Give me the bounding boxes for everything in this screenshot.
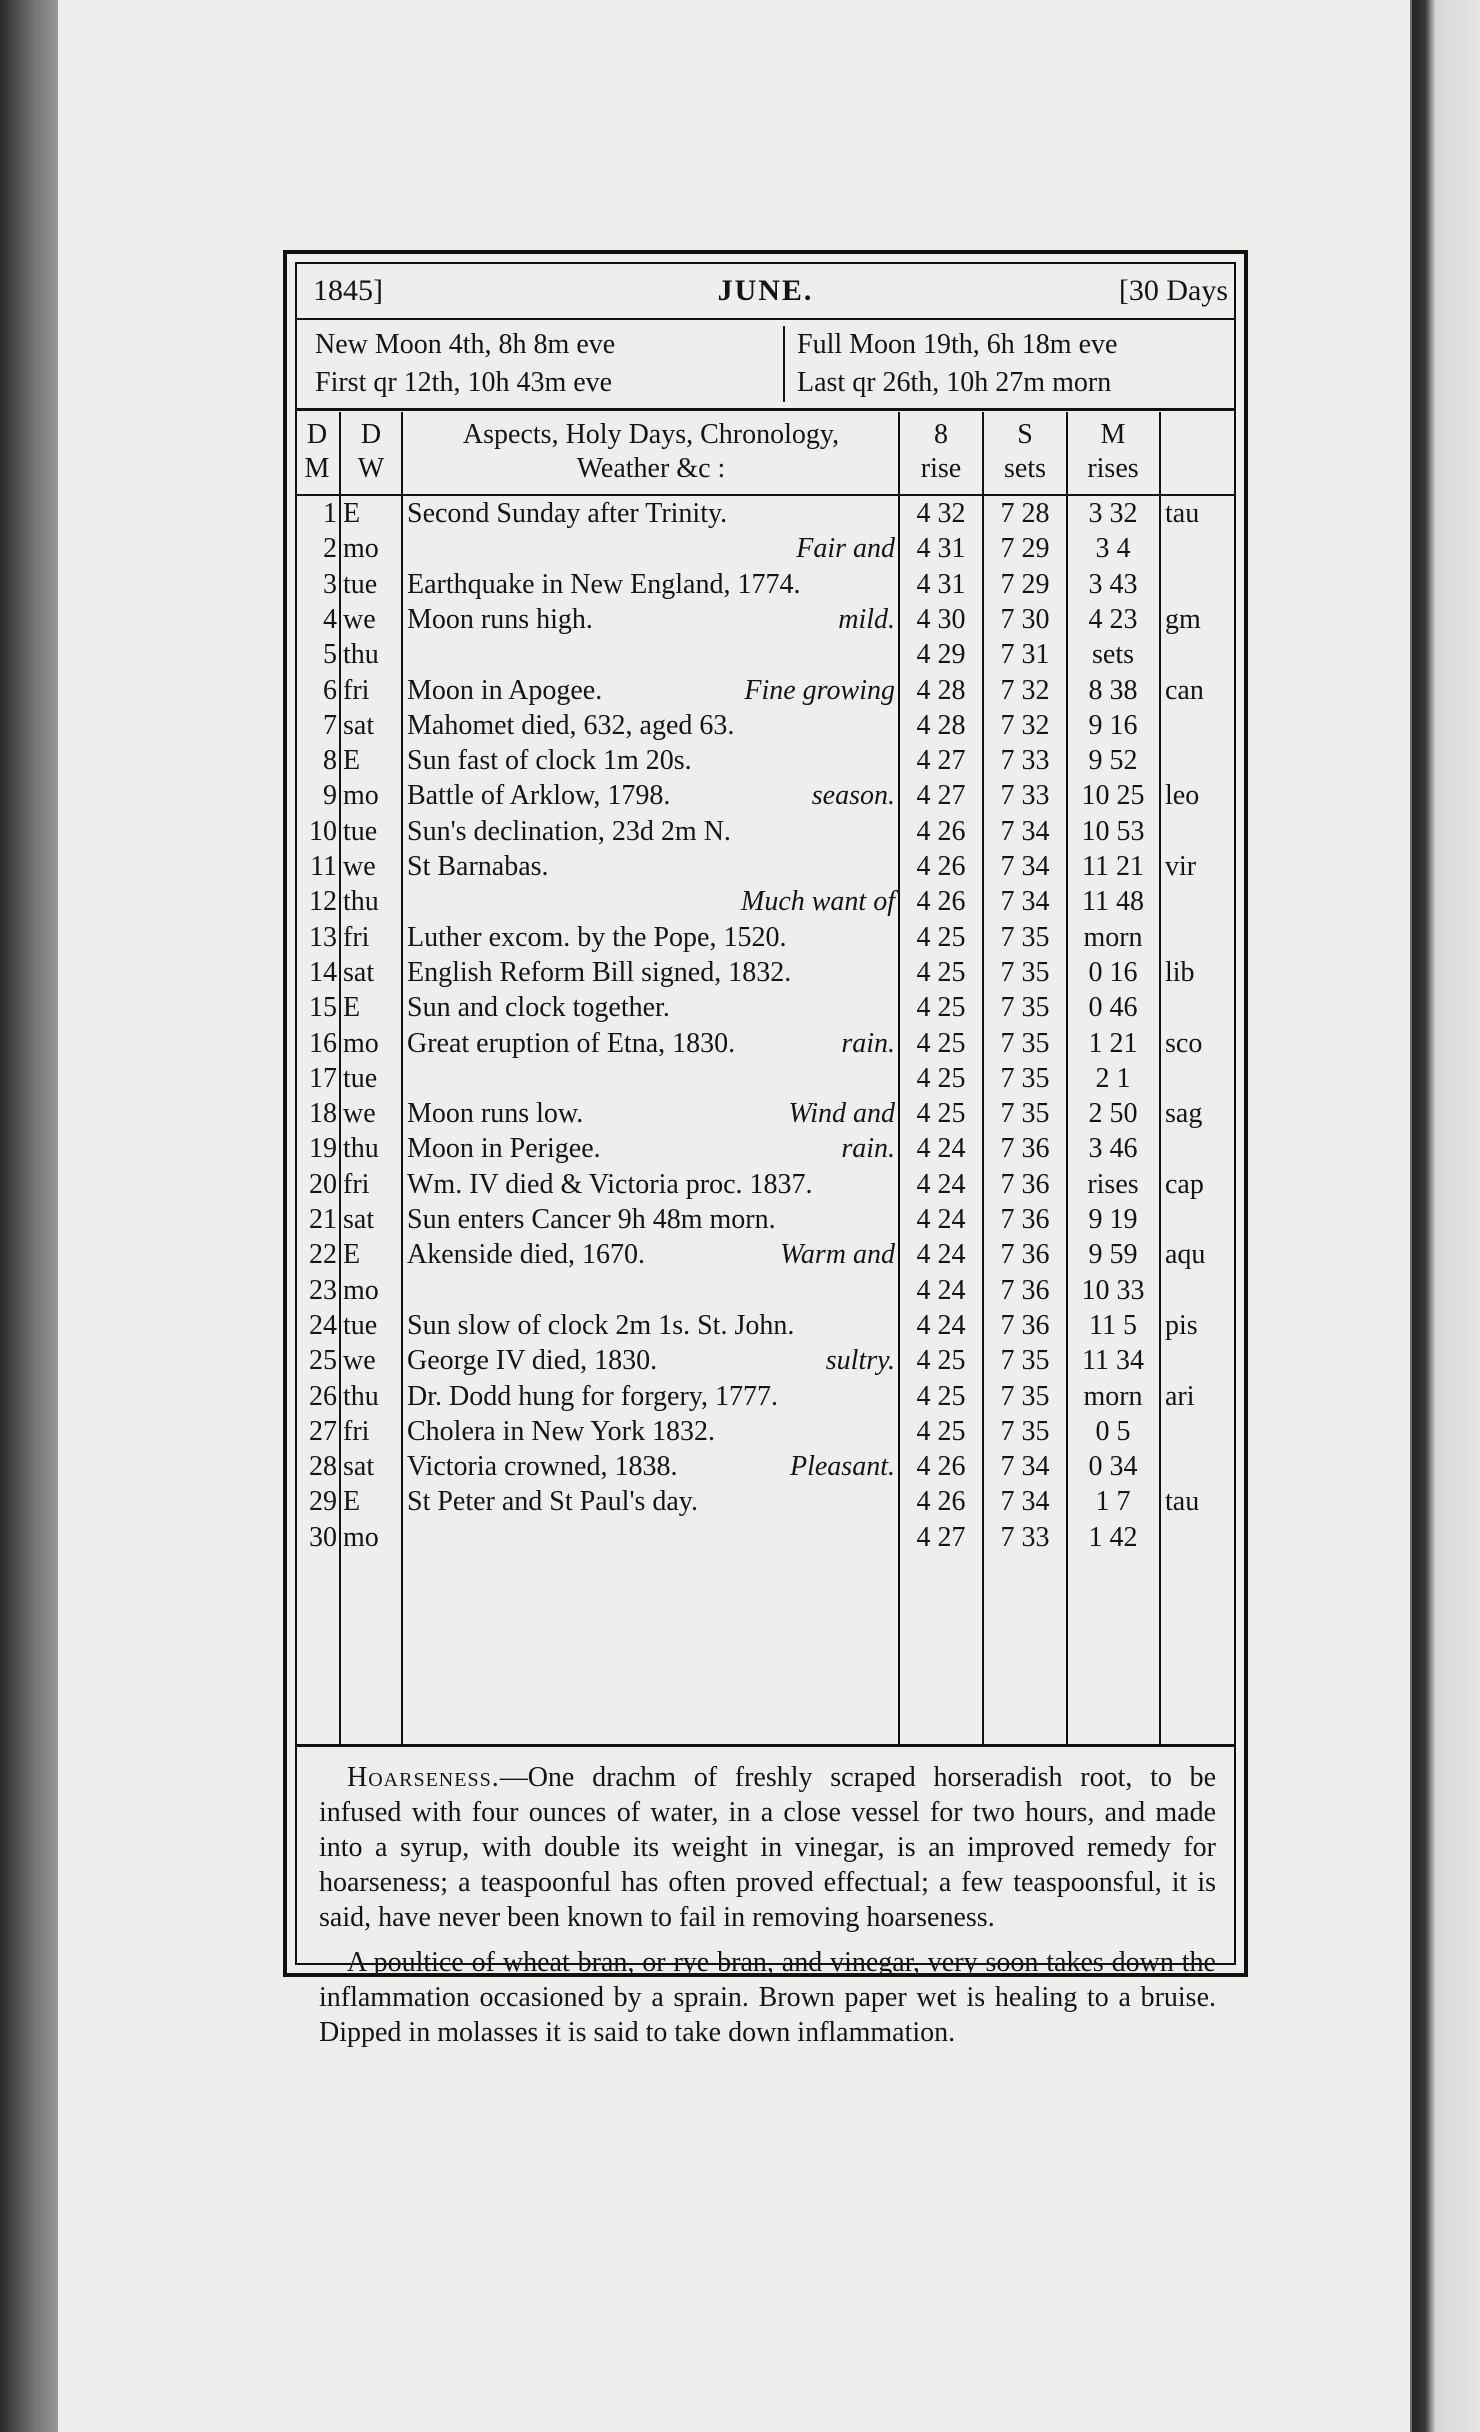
sun-sets: 7 36 — [1000, 1168, 1050, 1200]
sun-sets: 7 29 — [1000, 568, 1050, 600]
moon-rises: 10 25 — [1081, 780, 1145, 812]
calendar-row — [297, 1096, 1234, 1131]
moon-divider — [783, 326, 785, 402]
zodiac-sign: lib — [1165, 956, 1195, 988]
sun-rise: 4 24 — [916, 1204, 966, 1235]
first-quarter: First qr 12th, 10h 43m eve — [315, 367, 613, 398]
sun-rise: 4 25 — [916, 992, 966, 1024]
col-moon-rises — [1069, 418, 1157, 486]
sun-rise: 4 25 — [916, 1345, 966, 1377]
zodiac-sign: sco — [1165, 1027, 1203, 1059]
moon-rises: 9 52 — [1088, 745, 1138, 777]
aspect-text: Battle of Arklow, 1798. — [407, 780, 671, 812]
sun-sets: 7 32 — [1000, 674, 1050, 706]
calendar-row — [297, 1026, 1234, 1061]
sun-sets: 7 33 — [1000, 745, 1050, 777]
day-of-month: 12 — [309, 886, 337, 918]
aspect-text: Victoria crowned, 1838. — [407, 1451, 678, 1483]
day-of-month: 10 — [309, 815, 337, 847]
year-label: 1845] — [313, 274, 383, 307]
moon-rises: 1 21 — [1088, 1027, 1138, 1059]
weather-text: Wind and — [788, 1098, 895, 1130]
aspect-text: George IV died, 1830. — [407, 1345, 658, 1377]
col-sun-rise — [902, 418, 980, 486]
sun-rise: 4 27 — [916, 780, 966, 812]
sun-rise: 4 25 — [916, 1380, 966, 1412]
day-of-month: 9 — [323, 780, 337, 812]
sun-rise: 4 25 — [916, 1027, 966, 1059]
title-bar — [297, 264, 1234, 320]
aspect-text: Sun's declination, 23d 2m N. — [407, 815, 731, 847]
sun-rise: 4 26 — [916, 886, 966, 918]
calendar-frame — [283, 250, 1248, 2048]
weather-text: rain. — [841, 1027, 895, 1059]
day-of-week: tue — [343, 568, 378, 600]
day-of-week: sat — [343, 956, 375, 988]
day-of-month: 4 — [323, 603, 337, 635]
day-of-week: mo — [343, 1027, 379, 1059]
sun-rise: 4 26 — [916, 1486, 966, 1518]
sun-sets: 7 35 — [1000, 921, 1050, 953]
col-dw-line2: W — [357, 453, 385, 484]
day-of-month: 11 — [310, 851, 337, 882]
weather-text: sultry. — [825, 1345, 895, 1377]
day-of-month: 23 — [309, 1274, 337, 1306]
weather-text: Fine growing — [744, 674, 895, 706]
weather-text: season. — [811, 780, 895, 812]
calendar-row — [297, 1202, 1234, 1237]
table-bottom-rule — [297, 1744, 1234, 1747]
sun-rise: 4 30 — [916, 603, 966, 635]
sun-sets: 7 28 — [1000, 498, 1050, 529]
col-sunset-line2: sets — [1004, 453, 1046, 484]
sun-rise: 4 26 — [916, 815, 966, 847]
moon-rises: 2 1 — [1095, 1062, 1131, 1094]
weather-text: mild. — [838, 603, 895, 635]
sun-rise: 4 27 — [916, 1521, 966, 1553]
col-aspects-line2: Weather &c : — [576, 453, 726, 484]
sun-rise: 4 28 — [916, 674, 966, 706]
col-moon-line2: rises — [1087, 453, 1139, 484]
hoarseness-text: —One drachm of freshly scraped horseradish root, to be infused with four ounces of water, in a close vessel for two hours, and made into a syrup, with double its weight in vinegar, is an improved remedy for hoarseness; a teaspoonful has often proved effectual; a few teaspoonsful, it is said, have never been known to fail in removing hoarseness. — [319, 1762, 1216, 1933]
zodiac-sign: sag — [1165, 1098, 1203, 1130]
weather-text: Fair and — [796, 533, 895, 565]
moon-rises: 3 46 — [1088, 1133, 1138, 1165]
calendar-row — [297, 743, 1234, 778]
aspect-text: Earthquake in New England, 1774. — [407, 568, 801, 600]
sun-sets: 7 33 — [1000, 780, 1050, 812]
calendar-inner-frame — [295, 262, 1236, 2048]
notes-section — [319, 1760, 1216, 2060]
moon-rises: 11 48 — [1082, 886, 1144, 918]
sun-rise: 4 24 — [916, 1133, 966, 1165]
calendar-row — [297, 567, 1234, 602]
moon-rises: 3 43 — [1088, 568, 1138, 600]
almanac-page — [58, 0, 1410, 2432]
moon-phases-left — [315, 326, 615, 402]
day-of-month: 3 — [323, 568, 337, 600]
day-of-month: 27 — [309, 1415, 337, 1447]
weather-text: Warm and — [780, 1239, 895, 1271]
calendar-row — [297, 1414, 1234, 1449]
moon-rises: morn — [1083, 921, 1143, 953]
sun-rise: 4 24 — [916, 1239, 966, 1271]
sun-sets: 7 36 — [1000, 1133, 1050, 1165]
day-of-week: thu — [343, 886, 379, 918]
zodiac-sign: leo — [1165, 780, 1200, 812]
day-of-month: 6 — [323, 674, 337, 706]
moon-rises: 11 34 — [1082, 1345, 1144, 1377]
calendar-row — [297, 778, 1234, 813]
day-of-week: fri — [343, 921, 370, 953]
sun-sets: 7 36 — [1000, 1239, 1050, 1271]
day-of-month: 19 — [309, 1133, 337, 1165]
aspect-text: Moon in Perigee. — [407, 1133, 601, 1165]
day-of-week: E — [343, 1239, 361, 1271]
day-of-week: mo — [343, 1521, 379, 1553]
calendar-row — [297, 1131, 1234, 1166]
aspect-text: Sun fast of clock 1m 20s. — [407, 745, 692, 777]
day-of-week: mo — [343, 1274, 379, 1306]
calendar-row — [297, 708, 1234, 743]
aspect-text: Luther excom. by the Pope, 1520. — [407, 921, 787, 953]
aspect-text: Cholera in New York 1832. — [407, 1415, 715, 1447]
day-of-week: fri — [343, 1168, 370, 1200]
sun-sets: 7 35 — [1000, 1415, 1050, 1447]
day-of-week: fri — [343, 1415, 370, 1447]
sun-sets: 7 34 — [1000, 1451, 1050, 1483]
aspect-text: Sun slow of clock 2m 1s. St. John. — [407, 1309, 795, 1341]
moon-rises: 11 5 — [1089, 1309, 1137, 1341]
weather-text: rain. — [841, 1133, 895, 1165]
moon-rises: 10 53 — [1081, 815, 1145, 847]
calendar-row — [297, 1520, 1234, 1555]
sun-sets: 7 31 — [1000, 639, 1050, 671]
moon-rises: 10 33 — [1081, 1274, 1145, 1306]
day-of-week: tue — [343, 815, 378, 847]
sun-sets: 7 29 — [1000, 533, 1050, 565]
moon-rises: 9 19 — [1088, 1204, 1138, 1235]
sun-rise: 4 25 — [916, 1098, 966, 1130]
zodiac-sign: ari — [1165, 1380, 1195, 1412]
hoarseness-paragraph — [319, 1760, 1216, 1935]
day-of-week: fri — [343, 674, 370, 706]
calendar-row — [297, 849, 1234, 884]
day-of-month: 20 — [309, 1168, 337, 1200]
calendar-row — [297, 1273, 1234, 1308]
moon-rises: 8 38 — [1088, 674, 1138, 706]
sun-sets: 7 33 — [1000, 1521, 1050, 1553]
day-of-month: 29 — [309, 1486, 337, 1518]
moon-rises: 1 42 — [1088, 1521, 1138, 1553]
calendar-row — [297, 637, 1234, 672]
col-sunset-line1: S — [1017, 419, 1033, 450]
moon-rises: 0 46 — [1088, 992, 1138, 1024]
moon-rises: 3 32 — [1088, 498, 1138, 529]
day-of-week: E — [343, 745, 361, 777]
day-of-month: 8 — [323, 745, 337, 777]
sun-rise: 4 26 — [916, 1451, 966, 1483]
calendar-row — [297, 1379, 1234, 1414]
aspect-text: Wm. IV died & Victoria proc. 1837. — [407, 1168, 813, 1200]
moon-rises: 9 16 — [1088, 709, 1138, 741]
weather-text: Much want of — [741, 886, 895, 918]
day-of-week: thu — [343, 1380, 379, 1412]
col-sun-sets — [985, 418, 1065, 486]
moon-rises: 3 4 — [1095, 533, 1131, 565]
hoarseness-heading: Hoarseness. — [347, 1762, 500, 1793]
day-of-month: 30 — [309, 1521, 337, 1553]
day-of-week: mo — [343, 533, 379, 565]
day-of-week: sat — [343, 1204, 375, 1235]
day-of-week: E — [343, 992, 361, 1024]
aspect-text: St Peter and St Paul's day. — [407, 1486, 698, 1518]
sun-rise: 4 28 — [916, 709, 966, 741]
sun-rise: 4 25 — [916, 921, 966, 953]
moon-rises: 1 7 — [1095, 1486, 1131, 1518]
day-of-month: 16 — [309, 1027, 337, 1059]
zodiac-sign: can — [1165, 674, 1204, 706]
sun-sets: 7 35 — [1000, 1027, 1050, 1059]
calendar-row — [297, 673, 1234, 708]
calendar-row — [297, 496, 1234, 531]
sun-rise: 4 25 — [916, 956, 966, 988]
sun-sets: 7 35 — [1000, 1098, 1050, 1130]
day-of-month: 25 — [309, 1345, 337, 1377]
sun-sets: 7 34 — [1000, 1486, 1050, 1518]
moon-rises: rises — [1087, 1168, 1139, 1200]
sun-rise: 4 24 — [916, 1274, 966, 1306]
day-of-month: 2 — [323, 533, 337, 565]
weather-text: Pleasant. — [790, 1451, 895, 1483]
day-of-month: 1 — [323, 498, 337, 529]
day-of-month: 28 — [309, 1451, 337, 1483]
scan-right-edge — [1412, 0, 1480, 2432]
day-of-month: 24 — [309, 1309, 337, 1341]
moon-rises: sets — [1092, 639, 1134, 671]
sun-rise: 4 31 — [916, 533, 966, 565]
sun-sets: 7 35 — [1000, 1380, 1050, 1412]
day-of-week: we — [343, 851, 376, 882]
day-of-week: thu — [343, 1133, 379, 1165]
calendar-row — [297, 1449, 1234, 1484]
moon-rises: 9 59 — [1088, 1239, 1138, 1271]
moon-rises: morn — [1083, 1380, 1143, 1412]
sun-sets: 7 35 — [1000, 1062, 1050, 1094]
col-aspects-line1: Aspects, Holy Days, Chronology, — [462, 419, 840, 450]
day-of-week: E — [343, 498, 361, 529]
day-of-week: tue — [343, 1062, 378, 1094]
calendar-row — [297, 531, 1234, 566]
calendar-row — [297, 990, 1234, 1025]
day-of-month: 26 — [309, 1380, 337, 1412]
day-of-month: 15 — [309, 992, 337, 1024]
sun-sets: 7 35 — [1000, 956, 1050, 988]
aspect-text: Moon runs low. — [407, 1098, 584, 1130]
moon-rises: 2 50 — [1088, 1098, 1138, 1130]
zodiac-sign: vir — [1165, 851, 1197, 882]
sun-sets: 7 34 — [1000, 851, 1050, 882]
month-title: JUNE. — [717, 274, 814, 307]
col-dw-line1: D — [360, 419, 382, 450]
calendar-row — [297, 1343, 1234, 1378]
moon-rises: 4 23 — [1088, 603, 1138, 635]
day-of-month: 14 — [309, 956, 337, 988]
aspect-text: Sun and clock together. — [407, 992, 670, 1024]
moon-phases — [297, 320, 1234, 411]
aspect-text: English Reform Bill signed, 1832. — [407, 956, 792, 988]
day-of-month: 18 — [309, 1098, 337, 1130]
full-moon: Full Moon 19th, 6h 18m eve — [797, 329, 1118, 360]
sun-rise: 4 26 — [916, 851, 966, 882]
sun-sets: 7 30 — [1000, 603, 1050, 635]
day-of-week: E — [343, 1486, 361, 1518]
moon-phases-right — [797, 326, 1117, 402]
col-day-of-month — [297, 418, 337, 486]
calendar-row — [297, 920, 1234, 955]
sun-rise: 4 29 — [916, 639, 966, 671]
moon-rises: 0 34 — [1088, 1451, 1138, 1483]
day-of-month: 13 — [309, 921, 337, 953]
sun-sets: 7 36 — [1000, 1309, 1050, 1341]
day-of-week: tue — [343, 1309, 378, 1341]
col-moon-line1: M — [1100, 419, 1126, 450]
sun-sets: 7 34 — [1000, 886, 1050, 918]
day-of-week: we — [343, 1345, 376, 1377]
aspect-text: Great eruption of Etna, 1830. — [407, 1027, 736, 1059]
col-dm-line1: D — [306, 419, 328, 450]
zodiac-sign: aqu — [1165, 1239, 1206, 1271]
col-sunrise-line2: rise — [920, 453, 962, 484]
sun-rise: 4 25 — [916, 1062, 966, 1094]
day-of-week: we — [343, 603, 376, 635]
table-header — [297, 412, 1234, 496]
new-moon: New Moon 4th, 8h 8m eve — [315, 329, 616, 360]
zodiac-sign: gm — [1165, 603, 1201, 635]
zodiac-sign: pis — [1165, 1309, 1198, 1341]
sun-rise: 4 31 — [916, 568, 966, 600]
aspect-text: Sun enters Cancer 9h 48m morn. — [407, 1204, 776, 1235]
day-of-month: 7 — [323, 709, 337, 741]
sun-rise: 4 32 — [916, 498, 966, 529]
day-of-week: mo — [343, 780, 379, 812]
day-of-month: 5 — [323, 639, 337, 671]
day-of-month: 22 — [309, 1239, 337, 1271]
poultice-paragraph: A poultice of wheat bran, or rye bran, and vinegar, very soon takes down the inflammation occasioned by a sprain. Brown paper wet is healing to a bruise. Dipped in molasses it is said to take down inflammation. — [319, 1947, 1216, 2048]
aspect-text: Moon in Apogee. — [407, 674, 603, 706]
calendar-row — [297, 955, 1234, 990]
aspect-text: Akenside died, 1670. — [407, 1239, 645, 1271]
last-quarter: Last qr 26th, 10h 27m morn — [797, 367, 1112, 398]
calendar-row — [297, 1308, 1234, 1343]
day-of-month: 21 — [309, 1204, 337, 1235]
col-aspects — [405, 418, 897, 486]
sun-sets: 7 32 — [1000, 709, 1050, 741]
zodiac-sign: tau — [1165, 498, 1200, 529]
zodiac-sign: cap — [1165, 1168, 1204, 1200]
day-of-week: we — [343, 1098, 376, 1130]
sun-sets: 7 35 — [1000, 1345, 1050, 1377]
col-day-of-week — [343, 418, 399, 486]
sun-sets: 7 36 — [1000, 1274, 1050, 1306]
col-sunrise-line1: 8 — [934, 419, 948, 450]
zodiac-sign: tau — [1165, 1486, 1200, 1518]
scan-left-edge — [0, 0, 60, 2432]
sun-sets: 7 36 — [1000, 1204, 1050, 1235]
sun-rise: 4 27 — [916, 745, 966, 777]
sun-sets: 7 35 — [1000, 992, 1050, 1024]
moon-rises: 0 5 — [1095, 1415, 1131, 1447]
sun-rise: 4 24 — [916, 1168, 966, 1200]
days-count: [30 Days — [1118, 274, 1228, 307]
aspect-text: Dr. Dodd hung for forgery, 1777. — [407, 1380, 778, 1412]
sun-sets: 7 34 — [1000, 815, 1050, 847]
moon-rises: 0 16 — [1088, 956, 1138, 988]
calendar-row — [297, 602, 1234, 637]
col-dm-line2: M — [304, 453, 330, 484]
calendar-row — [297, 1061, 1234, 1096]
day-of-week: sat — [343, 709, 375, 741]
day-of-week: thu — [343, 639, 379, 671]
sun-rise: 4 24 — [916, 1309, 966, 1341]
aspect-text: St Barnabas. — [407, 851, 549, 882]
calendar-row — [297, 1237, 1234, 1272]
day-of-week: sat — [343, 1451, 375, 1483]
sun-rise: 4 25 — [916, 1415, 966, 1447]
calendar-row — [297, 884, 1234, 919]
calendar-row — [297, 1484, 1234, 1519]
aspect-text: Mahomet died, 632, aged 63. — [407, 709, 735, 741]
aspect-text: Second Sunday after Trinity. — [407, 498, 728, 529]
calendar-row — [297, 1167, 1234, 1202]
calendar-row — [297, 814, 1234, 849]
moon-rises: 11 21 — [1082, 851, 1144, 882]
day-of-month: 17 — [309, 1062, 337, 1094]
aspect-text: Moon runs high. — [407, 603, 593, 635]
